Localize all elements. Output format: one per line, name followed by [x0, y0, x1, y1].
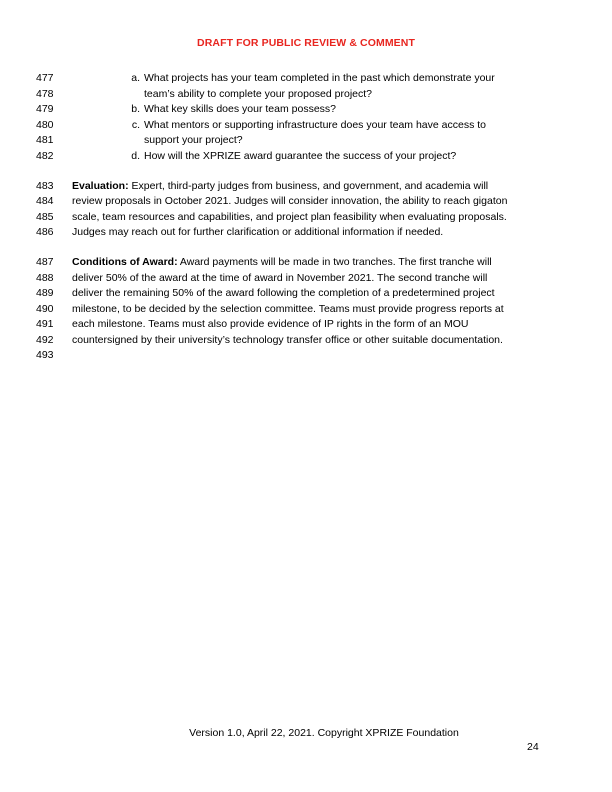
line-number: 481: [36, 134, 54, 146]
line-number: 480: [36, 119, 54, 131]
line-number: 493: [36, 349, 54, 361]
conditions-line: each milestone. Teams must also provide evidence of IP rights in the form of an MOU: [72, 318, 469, 330]
conditions-line: countersigned by their university’s technology transfer office or other suitable documentation.: [72, 334, 503, 346]
evaluation-line: Judges may reach out for further clarification or additional information if needed.: [72, 226, 444, 238]
conditions-line: [72, 256, 492, 269]
evaluation-heading: Evaluation:: [72, 180, 129, 192]
list-marker: b.: [131, 103, 140, 115]
line-number: 484: [36, 195, 54, 207]
evaluation-text: Expert, third-party judges from business, and government, and academia will: [128, 180, 489, 192]
line-number: 488: [36, 272, 54, 284]
line-number: 478: [36, 88, 54, 100]
conditions-text: Award payments will be made in two tranches. The first tranche will: [177, 256, 492, 268]
list-marker: c.: [131, 119, 140, 131]
line-number: 485: [36, 211, 54, 223]
footer-copyright: Version 1.0, April 22, 2021. Copyright XPRIZE Foundation: [189, 727, 459, 739]
draft-header: DRAFT FOR PUBLIC REVIEW & COMMENT: [197, 37, 415, 49]
line-number: 491: [36, 318, 54, 330]
line-number: 479: [36, 103, 54, 115]
list-item-text: What projects has your team completed in the past which demonstrate your: [144, 72, 495, 84]
line-number: 482: [36, 150, 54, 162]
line-number: 492: [36, 334, 54, 346]
list-marker: a.: [131, 72, 140, 84]
line-number: 487: [36, 256, 54, 268]
evaluation-line: review proposals in October 2021. Judges will consider innovation, the ability to reach gigaton: [72, 195, 508, 207]
evaluation-line: scale, team resources and capabilities, and project plan feasibility when evaluating proposals.: [72, 211, 507, 223]
page-number: 24: [527, 741, 539, 753]
list-item-text: How will the XPRIZE award guarantee the success of your project?: [144, 150, 457, 162]
list-marker: d.: [131, 150, 140, 162]
list-item-text: support your project?: [144, 134, 243, 146]
line-number: 489: [36, 287, 54, 299]
list-item-text: What mentors or supporting infrastructure does your team have access to: [144, 119, 486, 131]
list-item-text: team’s ability to complete your proposed project?: [144, 88, 373, 100]
conditions-line: deliver the remaining 50% of the award following the completion of a predetermined project: [72, 287, 495, 299]
line-number: 490: [36, 303, 54, 315]
conditions-line: milestone, to be decided by the selection committee. Teams must provide progress reports at: [72, 303, 504, 315]
evaluation-line: [72, 180, 488, 193]
conditions-heading: Conditions of Award:: [72, 256, 178, 268]
line-number: 477: [36, 72, 54, 84]
conditions-line: deliver 50% of the award at the time of award in November 2021. The second tranche will: [72, 272, 488, 284]
line-number: 486: [36, 226, 54, 238]
list-item-text: What key skills does your team possess?: [144, 103, 336, 115]
line-number: 483: [36, 180, 54, 192]
